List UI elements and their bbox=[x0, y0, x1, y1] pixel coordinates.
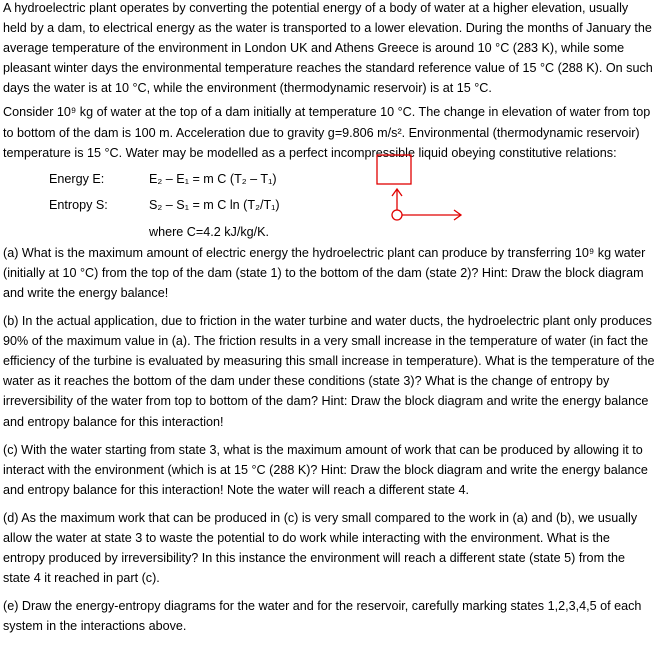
where-constant-note: where C=4.2 kJ/kg/K. bbox=[149, 224, 270, 239]
question-d: (d) As the maximum work that can be produced in (c) is very small compared to the work in (a) and (b), we usually allow the water at state 3 to waste the potential to do work while interacting with the environment. What is the entropy produced by irreversibility? In this instance the environment will reach a different state (state 5) from the state 4 it reached in part (c). bbox=[3, 510, 638, 586]
intro-paragraph: A hydroelectric plant operates by converting the potential energy of a body of water at a higher elevation, usually held by a dam, to electrical energy as the water is transported to a lower elevation. During the months of January the average temperature of the environment in London UK and Athens Greece is around 10 °C (283 K), while some pleasant winter days the environmental temperature reaches the standard reference value of 15 °C (288 K). On such days the water is at 10 °C, while the environment (thermodynamic reservoir) is at 15 °C. bbox=[3, 1, 653, 96]
document-page bbox=[3, 0, 655, 636]
question-c: (c) With the water starting from state 3, what is the maximum amount of work that can be produced by allowing it to interact with the environment (which is at 15 °C (288 K)? Hint: Draw the block diagram and write the energy balance and entropy balance for this interaction! Note the water will reach a different state 4. bbox=[3, 442, 648, 497]
problem-setup-paragraph: Consider 10⁹ kg of water at the top of a dam initially at temperature 10 °C. The change in elevation of water from top to bottom of the dam is 100 m. Acceleration due to gravity g=9.806 m/s². Environmental (thermodynamic reservoir) temperature is 15 °C. Water may be modelled as a perfect incompressible liquid obeying constitutive relations: bbox=[3, 105, 651, 160]
entropy-equation: S₂ – S₁ = m C ln (T₂/T₁) bbox=[149, 197, 280, 212]
question-a: (a) What is the maximum amount of electric energy the hydroelectric plant can produce by transferring 10⁹ kg water (initially at 10 °C) from the top of the dam (state 1) to the bottom of the dam (state 2)? Hint: Draw the block diagram and write the energy balance! bbox=[3, 245, 646, 300]
reservoir-circle-icon bbox=[392, 210, 402, 220]
energy-equation: E₂ – E₁ = m C (T₂ – T₁) bbox=[149, 171, 277, 186]
system-block bbox=[377, 155, 411, 184]
question-e: (e) Draw the energy-entropy diagrams for the water and for the reservoir, carefully marking states 1,2,3,4,5 of each system in the interactions above. bbox=[3, 599, 642, 634]
question-b: (b) In the actual application, due to friction in the water turbine and water ducts, the hydroelectric plant only produces 90% of the maximum value in (a). The friction results in a very small increase in the temperature of water (in fact the efficiency of the turbine is evaluated by measuring this small increase in temperature). What is the temperature of the water as it reaches the bottom of the dam under these conditions (state 3)? What is the change of entropy by irreversibility of the water from top to bottom of the dam? Hint: Draw the block diagram and write the energy balance and entropy balance for this interaction! bbox=[3, 314, 655, 429]
energy-label: Energy E: bbox=[49, 171, 105, 186]
constitutive-relations bbox=[3, 165, 655, 237]
entropy-label: Entropy S: bbox=[49, 197, 108, 212]
block-diagram-sketch bbox=[375, 153, 475, 223]
